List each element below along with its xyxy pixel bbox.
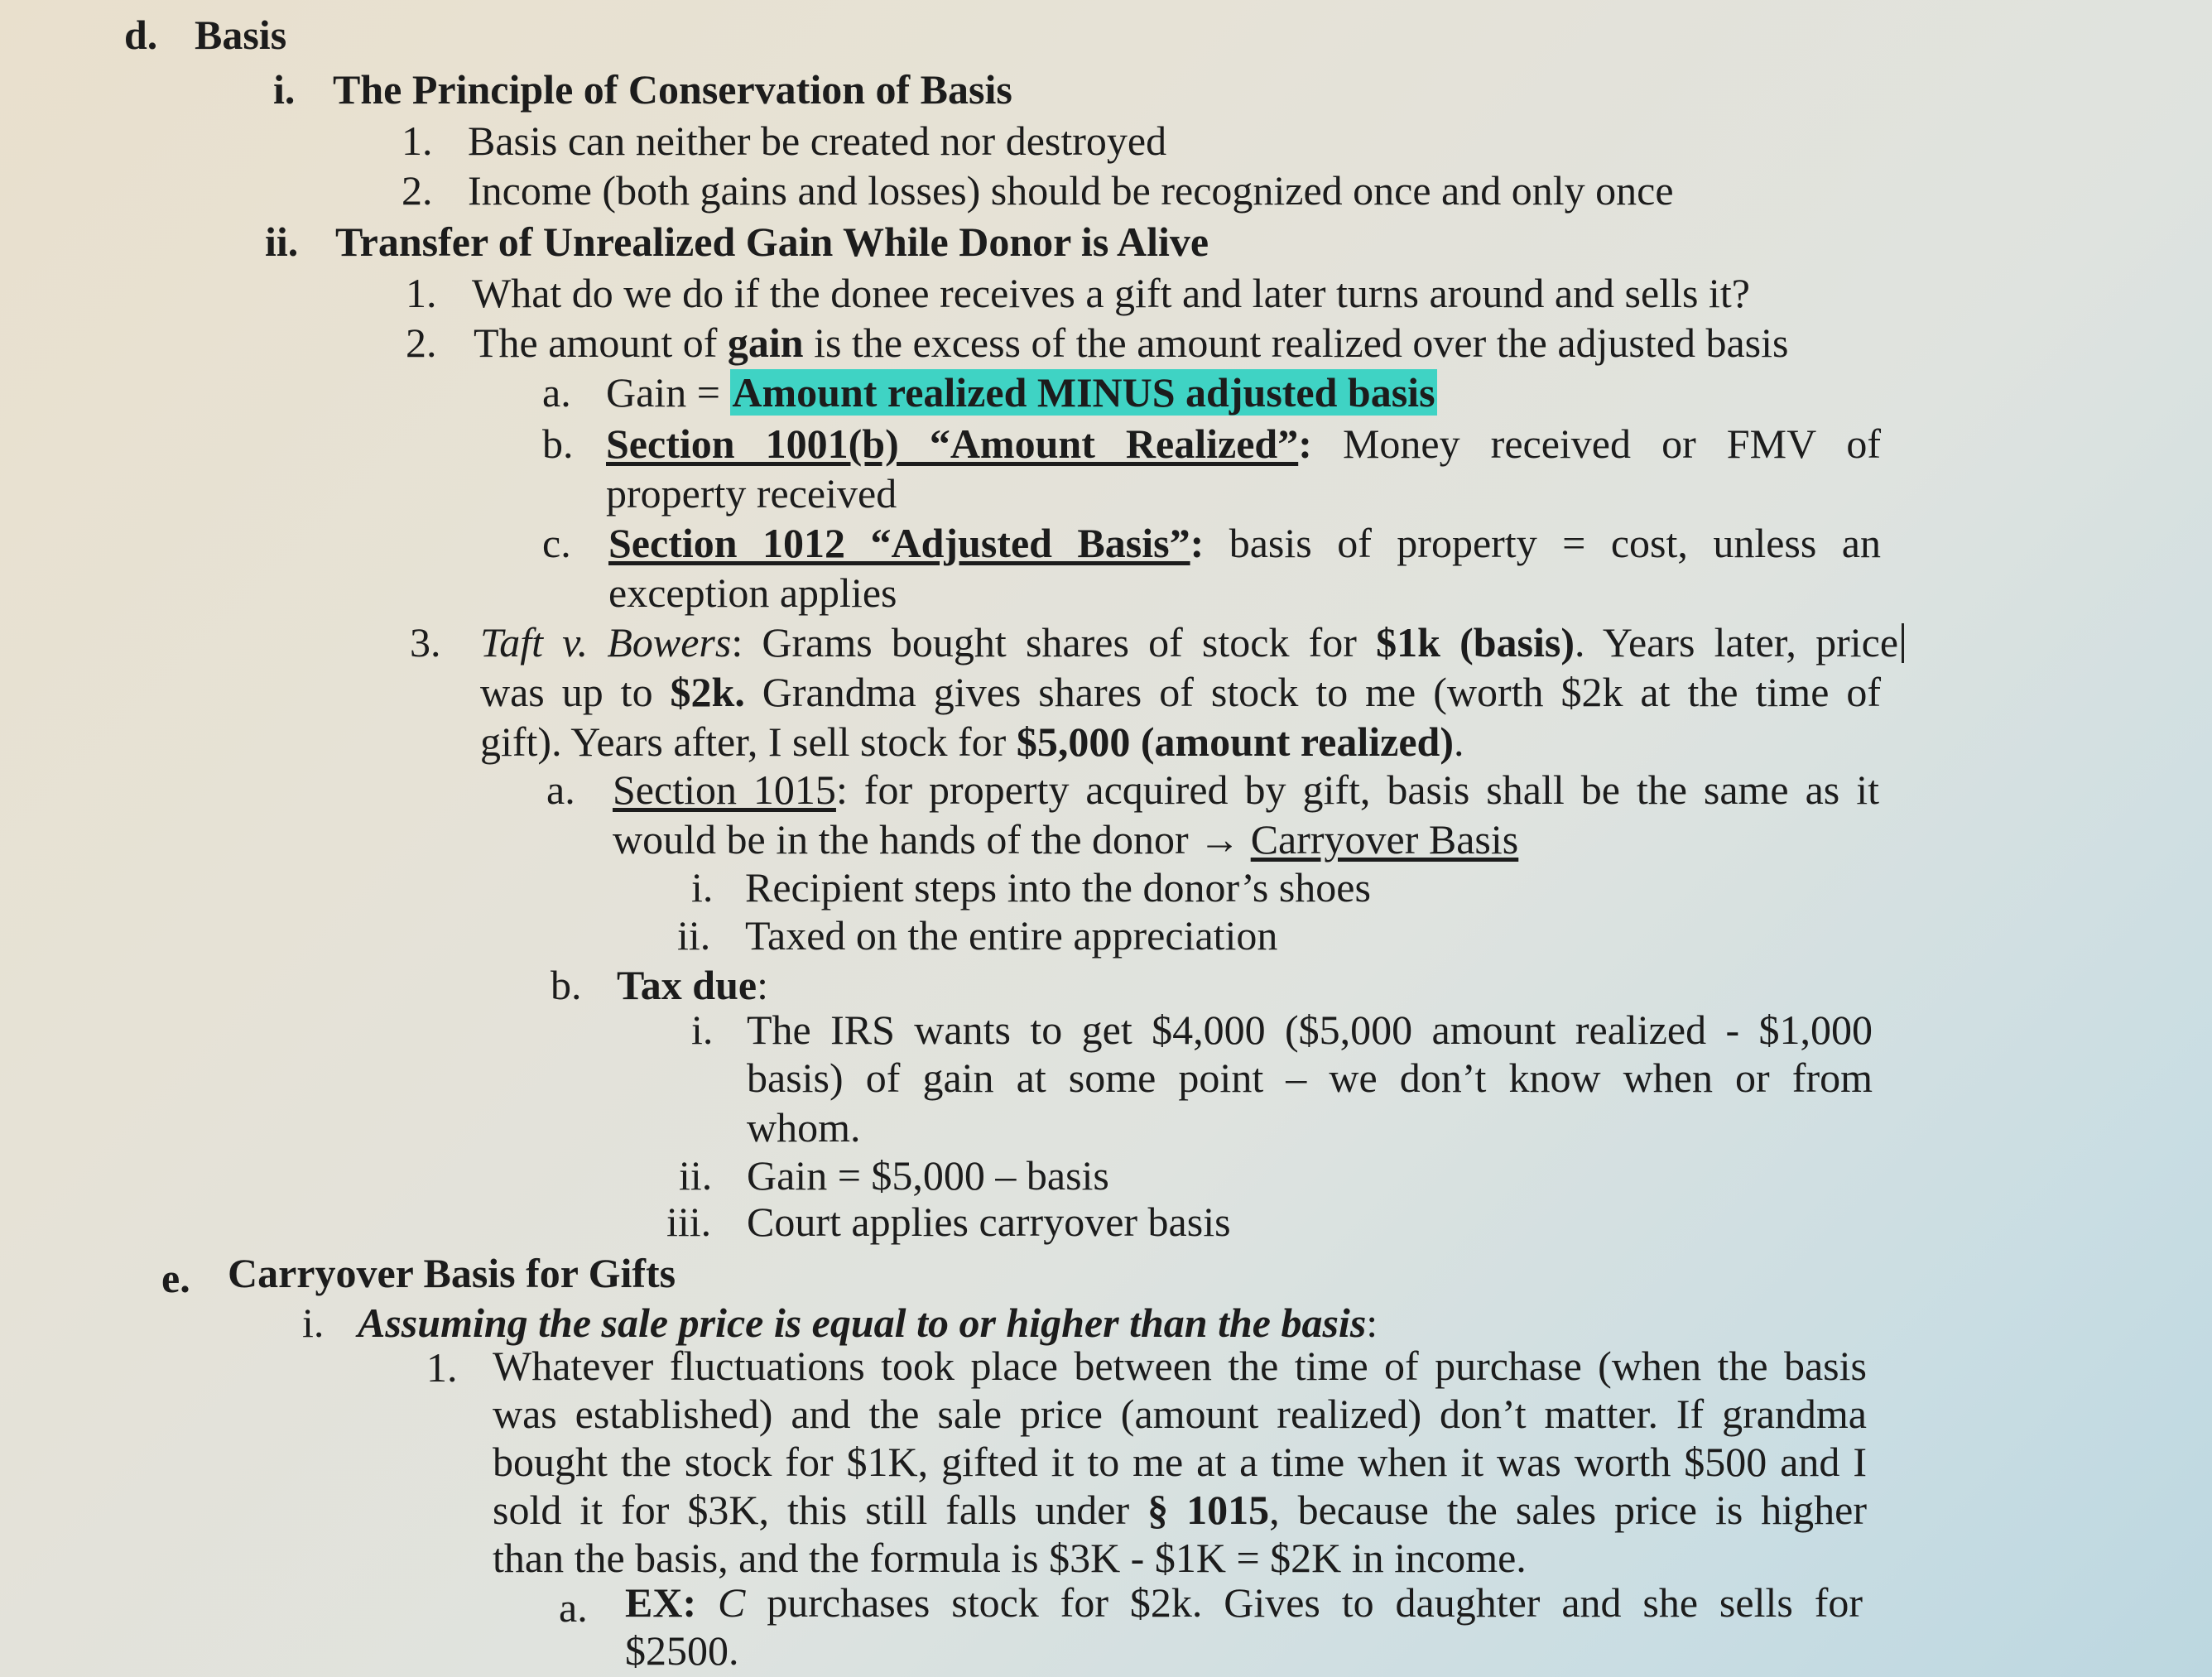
carryover-basis-term: Carryover Basis: [1250, 816, 1519, 863]
d-ii-2-b-line2: property received: [606, 470, 897, 517]
d-ii-2-c-label: c.: [542, 520, 571, 566]
d-ii-2-b-label: b.: [542, 420, 574, 467]
d-ii-3-b-i-line1: The IRS wants to get $4,000 ($5,000 amount realized - $1,000: [747, 1007, 1873, 1053]
d-ii-3-line2: was up to $2k. Grandma gives shares of stock to me (worth $2k at the time of: [480, 669, 1881, 715]
d-ii-3-a-i-label: i.: [691, 864, 714, 911]
d-ii-1-label: 1.: [406, 270, 437, 316]
d-i-1-label: 1.: [402, 118, 433, 164]
d-ii-3-b-ii-label: ii.: [679, 1152, 713, 1199]
d-ii-3-b-i-line2: basis) of gain at some point – we don’t know when or from: [747, 1055, 1873, 1101]
e-i-1-a-label: a.: [559, 1584, 588, 1631]
e-i-title: Assuming the sale price is equal to or higher than the basis:: [358, 1300, 1378, 1346]
e-i-label: i.: [302, 1300, 325, 1346]
d-ii-2-b-line1: Section 1001(b) “Amount Realized”: Money received or FMV of: [606, 420, 1882, 467]
d-ii-3-line1: Taft v. Bowers: Grams bought shares of stock for $1k (basis). Years later, price: [480, 617, 1904, 667]
d-ii-3-b-i-line3: whom.: [747, 1104, 861, 1151]
d-ii-1-text: What do we do if the donee receives a gift and later turns around and sells it?: [472, 270, 1750, 316]
d-ii-3-b-title: Tax due:: [617, 962, 768, 1008]
d-ii-3-a-i-text: Recipient steps into the donor’s shoes: [745, 864, 1371, 911]
d-ii-2-label: 2.: [406, 320, 437, 366]
case-name: Taft v. Bowers: [480, 619, 732, 666]
d-ii-2-a-text: Gain = Amount realized MINUS adjusted basis: [606, 369, 1435, 416]
d-ii-title: Transfer of Unrealized Gain While Donor is Alive: [335, 219, 1209, 265]
d-ii-label: ii.: [265, 219, 299, 265]
d-ii-2-text: The amount of gain is the excess of the amount realized over the adjusted basis: [474, 320, 1789, 366]
d-ii-3-b-label: b.: [551, 962, 582, 1008]
e-i-1-label: 1.: [426, 1344, 458, 1391]
d-ii-3-a-label: a.: [546, 766, 575, 813]
d-ii-3-b-ii-text: Gain = $5,000 – basis: [747, 1152, 1109, 1199]
section-d-label: d.: [124, 12, 158, 58]
d-ii-2-a-label: a.: [542, 369, 571, 416]
d-ii-3-b-iii-text: Court applies carryover basis: [747, 1199, 1231, 1245]
e-i-1-a-line1: EX: C purchases stock for $2k. Gives to daughter and she sells for: [625, 1579, 1863, 1626]
d-i-2-label: 2.: [402, 167, 433, 214]
d-ii-3-a-line1: Section 1015: for property acquired by gift, basis shall be the same as it: [613, 766, 1879, 813]
section-d-title: Basis: [195, 12, 287, 58]
e-i-1-line3: bought the stock for $1K, gifted it to me at a time when it was worth $500 and I: [493, 1439, 1867, 1485]
section-e-title: Carryover Basis for Gifts: [228, 1250, 676, 1296]
d-ii-3-b-i-label: i.: [691, 1007, 714, 1053]
d-i-2-text: Income (both gains and losses) should be recognized once and only once: [468, 167, 1674, 214]
e-i-1-line2: was established) and the sale price (amount realized) don’t matter. If grandma: [493, 1391, 1867, 1437]
d-ii-2-c-line2: exception applies: [608, 569, 897, 616]
d-i-label: i.: [273, 66, 296, 113]
e-i-1-a-line2: $2500.: [625, 1627, 739, 1674]
d-ii-3-a-ii-label: ii.: [677, 912, 711, 959]
section-e-label: e.: [161, 1255, 190, 1301]
d-ii-3-b-iii-label: iii.: [666, 1199, 712, 1245]
e-i-1-line1: Whatever fluctuations took place between the time of purchase (when the basis: [493, 1343, 1867, 1389]
d-i-1-text: Basis can neither be created nor destroyed: [468, 118, 1167, 164]
d-ii-3-a-ii-text: Taxed on the entire appreciation: [745, 912, 1278, 959]
d-ii-3-a-line2: would be in the hands of the donor → Carryover Basis: [613, 816, 1519, 863]
d-ii-3-label: 3.: [410, 619, 441, 666]
highlighted-formula: Amount realized MINUS adjusted basis: [732, 369, 1435, 416]
e-i-1-line5: than the basis, and the formula is $3K - $1K = $2K in income.: [493, 1535, 1527, 1581]
text-cursor: [1902, 623, 1904, 663]
e-i-1-line4: sold it for $3K, this still falls under § 1015, because the sales price is higher: [493, 1487, 1868, 1533]
d-i-title: The Principle of Conservation of Basis: [333, 66, 1012, 113]
d-ii-3-line3: gift). Years after, I sell stock for $5,000 (amount realized).: [480, 718, 1464, 765]
d-ii-2-c-line1: Section 1012 “Adjusted Basis”: basis of property = cost, unless an: [608, 520, 1881, 566]
